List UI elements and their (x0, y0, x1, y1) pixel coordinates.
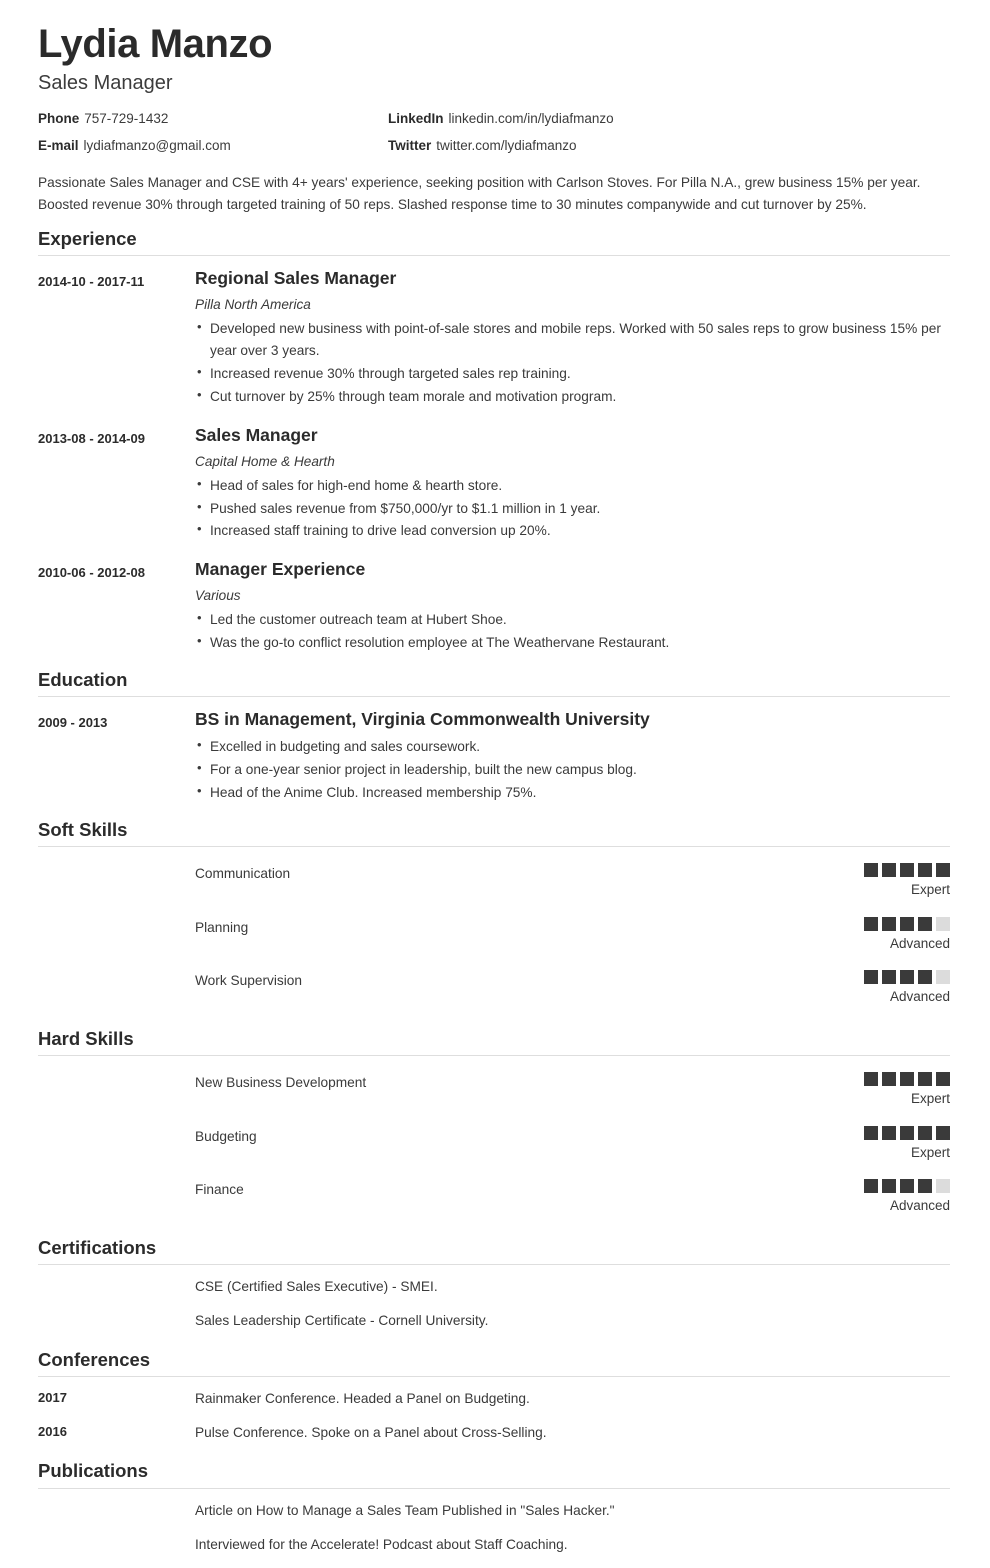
skill-name: Work Supervision (195, 973, 303, 989)
rating-square (882, 917, 896, 931)
skill-rating (830, 1072, 950, 1108)
entry-date (38, 1311, 195, 1331)
section-header-publications: Publications (38, 1456, 950, 1488)
entry-title: Manager Experience (195, 559, 366, 580)
section-header-hard-skills: Hard Skills (38, 1024, 950, 1056)
rating-square (936, 917, 950, 931)
rating-square (882, 1072, 896, 1086)
list-item: • Excelled in budgeting and sales coursework. (195, 736, 950, 758)
skill-row (38, 970, 950, 1006)
entry-text: Rainmaker Conference. Headed a Panel on Budgeting. (195, 1390, 530, 1406)
skill-rating (830, 1126, 950, 1162)
skill-rating (830, 863, 950, 899)
rating-square (900, 1179, 914, 1193)
entry-date: 2010-06 - 2012-08 (38, 565, 145, 581)
contact-email-value[interactable]: lydiafmanzo@gmail.com (83, 137, 231, 153)
job-title: Sales Manager (38, 71, 173, 94)
entry-body (195, 425, 950, 544)
rating-square (918, 917, 932, 931)
section-header-conferences: Conferences (38, 1345, 950, 1377)
section-header-education: Education (38, 665, 950, 697)
entry-subtitle: Pilla North America (195, 297, 311, 313)
entry-bullets (195, 609, 950, 654)
skill-row (38, 917, 950, 953)
contact-email-label: E-mail (38, 137, 79, 153)
professional-summary: Passionate Sales Manager and CSE with 4+ years' experience, seeking position with Carlson Stoves. For Pilla N.A., grew business 15% per year. Boosted revenue 30% through targeted training of 50 reps. Slashed response time to 30 minutes companywide and cut turnover by 25%. (38, 174, 921, 212)
list-item: • Increased staff training to drive lead conversion up 20%. (195, 520, 950, 542)
rating-square (864, 1179, 878, 1193)
entry-text: Sales Leadership Certificate - Cornell University. (195, 1312, 489, 1328)
section-hard-skills (38, 1024, 950, 1215)
entry-date: 2014-10 - 2017-11 (38, 274, 145, 290)
contact-linkedin (388, 110, 950, 129)
skill-name: Planning (195, 919, 249, 935)
skill-level: Advanced (889, 989, 950, 1005)
list-item: • Cut turnover by 25% through team morale and motivation program. (195, 386, 950, 408)
entry-date: 2013-08 - 2014-09 (38, 430, 145, 446)
education-entry (38, 709, 950, 805)
rating-squares (830, 863, 950, 877)
experience-entry (38, 425, 950, 544)
page-title: Lydia Manzo (38, 22, 273, 66)
section-header-certifications: Certifications (38, 1233, 950, 1265)
skill-level: Advanced (889, 1198, 950, 1214)
rating-squares (830, 1072, 950, 1086)
contact-linkedin-value[interactable]: linkedin.com/in/lydiafmanzo (448, 110, 614, 126)
conference-row (38, 1423, 950, 1443)
rating-square (918, 1179, 932, 1193)
skill-level: Expert (910, 882, 950, 898)
rating-squares (830, 1179, 950, 1193)
contact-phone (38, 110, 388, 129)
section-header-experience: Experience (38, 224, 950, 256)
publication-row (38, 1501, 950, 1521)
entry-date (38, 1277, 195, 1297)
contact-linkedin-label: LinkedIn (388, 110, 444, 126)
contact-twitter (388, 137, 950, 156)
skill-level: Expert (910, 1144, 950, 1160)
rating-square (900, 1126, 914, 1140)
rating-squares (830, 970, 950, 984)
skill-row (38, 863, 950, 899)
entry-bullets (195, 475, 950, 543)
contact-twitter-label: Twitter (388, 137, 432, 153)
entry-date: 2016 (38, 1423, 67, 1439)
list-item: • Was the go-to conflict resolution employee at The Weathervane Restaurant. (195, 632, 950, 654)
list-item: • Led the customer outreach team at Hubert Shoe. (195, 609, 950, 631)
rating-square (882, 970, 896, 984)
skill-rating (830, 970, 950, 1006)
contact-email (38, 137, 388, 156)
rating-square (936, 863, 950, 877)
entry-subtitle: Capital Home & Hearth (195, 453, 335, 469)
skill-level: Advanced (889, 935, 950, 951)
section-certifications (38, 1233, 950, 1331)
entry-subtitle: Various (195, 588, 241, 604)
rating-square (882, 1126, 896, 1140)
skill-row (38, 1179, 950, 1215)
rating-square (900, 863, 914, 877)
rating-square (864, 970, 878, 984)
rating-square (918, 863, 932, 877)
skill-row (38, 1072, 950, 1108)
rating-square (882, 863, 896, 877)
entry-text: CSE (Certified Sales Executive) - SMEI. (195, 1278, 438, 1294)
skill-name: Communication (195, 866, 291, 882)
section-experience (38, 224, 950, 655)
list-item: • Head of the Anime Club. Increased membership 75%. (195, 782, 950, 804)
entry-text: Interviewed for the Accelerate! Podcast about Staff Coaching. (195, 1536, 568, 1552)
contact-info (38, 110, 950, 156)
certification-row (38, 1277, 950, 1297)
skill-rating (830, 1179, 950, 1215)
skill-name: Finance (195, 1182, 244, 1198)
section-publications (38, 1456, 950, 1554)
rating-square (936, 970, 950, 984)
skill-row (38, 1126, 950, 1162)
rating-squares (830, 1126, 950, 1140)
rating-square (900, 970, 914, 984)
entry-body (195, 559, 950, 655)
experience-entry (38, 268, 950, 409)
section-header-soft-skills: Soft Skills (38, 815, 950, 847)
contact-phone-value: 757-729-1432 (84, 110, 169, 126)
list-item: • For a one-year senior project in leadership, built the new campus blog. (195, 759, 950, 781)
list-item: • Developed new business with point-of-sale stores and mobile reps. Worked with 50 sales reps to grow business 15% per year over 3 years. (195, 318, 950, 362)
list-item: • Head of sales for high-end home & hearth store. (195, 475, 950, 497)
conference-row (38, 1389, 950, 1409)
entry-bullets (195, 318, 950, 408)
section-conferences (38, 1345, 950, 1443)
section-soft-skills (38, 815, 950, 1006)
skill-level: Expert (910, 1091, 950, 1106)
contact-twitter-value[interactable]: twitter.com/lydiafmanzo (436, 137, 577, 153)
entry-text: Pulse Conference. Spoke on a Panel about Cross-Selling. (195, 1424, 547, 1440)
rating-square (918, 1126, 932, 1140)
entry-date: 2017 (38, 1389, 67, 1405)
entry-title: Regional Sales Manager (195, 268, 397, 289)
certification-row (38, 1311, 950, 1331)
list-item: • Increased revenue 30% through targeted sales rep training. (195, 363, 950, 385)
contact-phone-label: Phone (38, 110, 80, 126)
rating-square (864, 863, 878, 877)
section-education (38, 665, 950, 805)
entry-date (38, 1535, 195, 1555)
rating-square (864, 917, 878, 931)
skill-name: Budgeting (195, 1128, 257, 1144)
entry-title: BS in Management, Virginia Commonwealth University (195, 709, 650, 730)
rating-squares (830, 917, 950, 931)
rating-square (936, 1072, 950, 1086)
rating-square (900, 1072, 914, 1086)
skill-name: New Business Development (195, 1075, 367, 1090)
rating-square (936, 1179, 950, 1193)
experience-entry (38, 559, 950, 655)
rating-square (936, 1126, 950, 1140)
entry-date: 2009 - 2013 (38, 715, 108, 731)
entry-bullets (195, 736, 950, 804)
rating-square (864, 1072, 878, 1086)
entry-body (195, 268, 950, 409)
entry-date (38, 1501, 195, 1521)
entry-body (195, 709, 950, 805)
rating-square (882, 1179, 896, 1193)
skill-rating (830, 917, 950, 953)
entry-title: Sales Manager (195, 424, 318, 445)
entry-text: Article on How to Manage a Sales Team Published in "Sales Hacker." (195, 1502, 615, 1518)
rating-square (900, 917, 914, 931)
rating-square (918, 1072, 932, 1086)
rating-square (918, 970, 932, 984)
rating-square (864, 1126, 878, 1140)
list-item: • Pushed sales revenue from $750,000/yr to $1.1 million in 1 year. (195, 498, 950, 520)
publication-row (38, 1535, 950, 1555)
